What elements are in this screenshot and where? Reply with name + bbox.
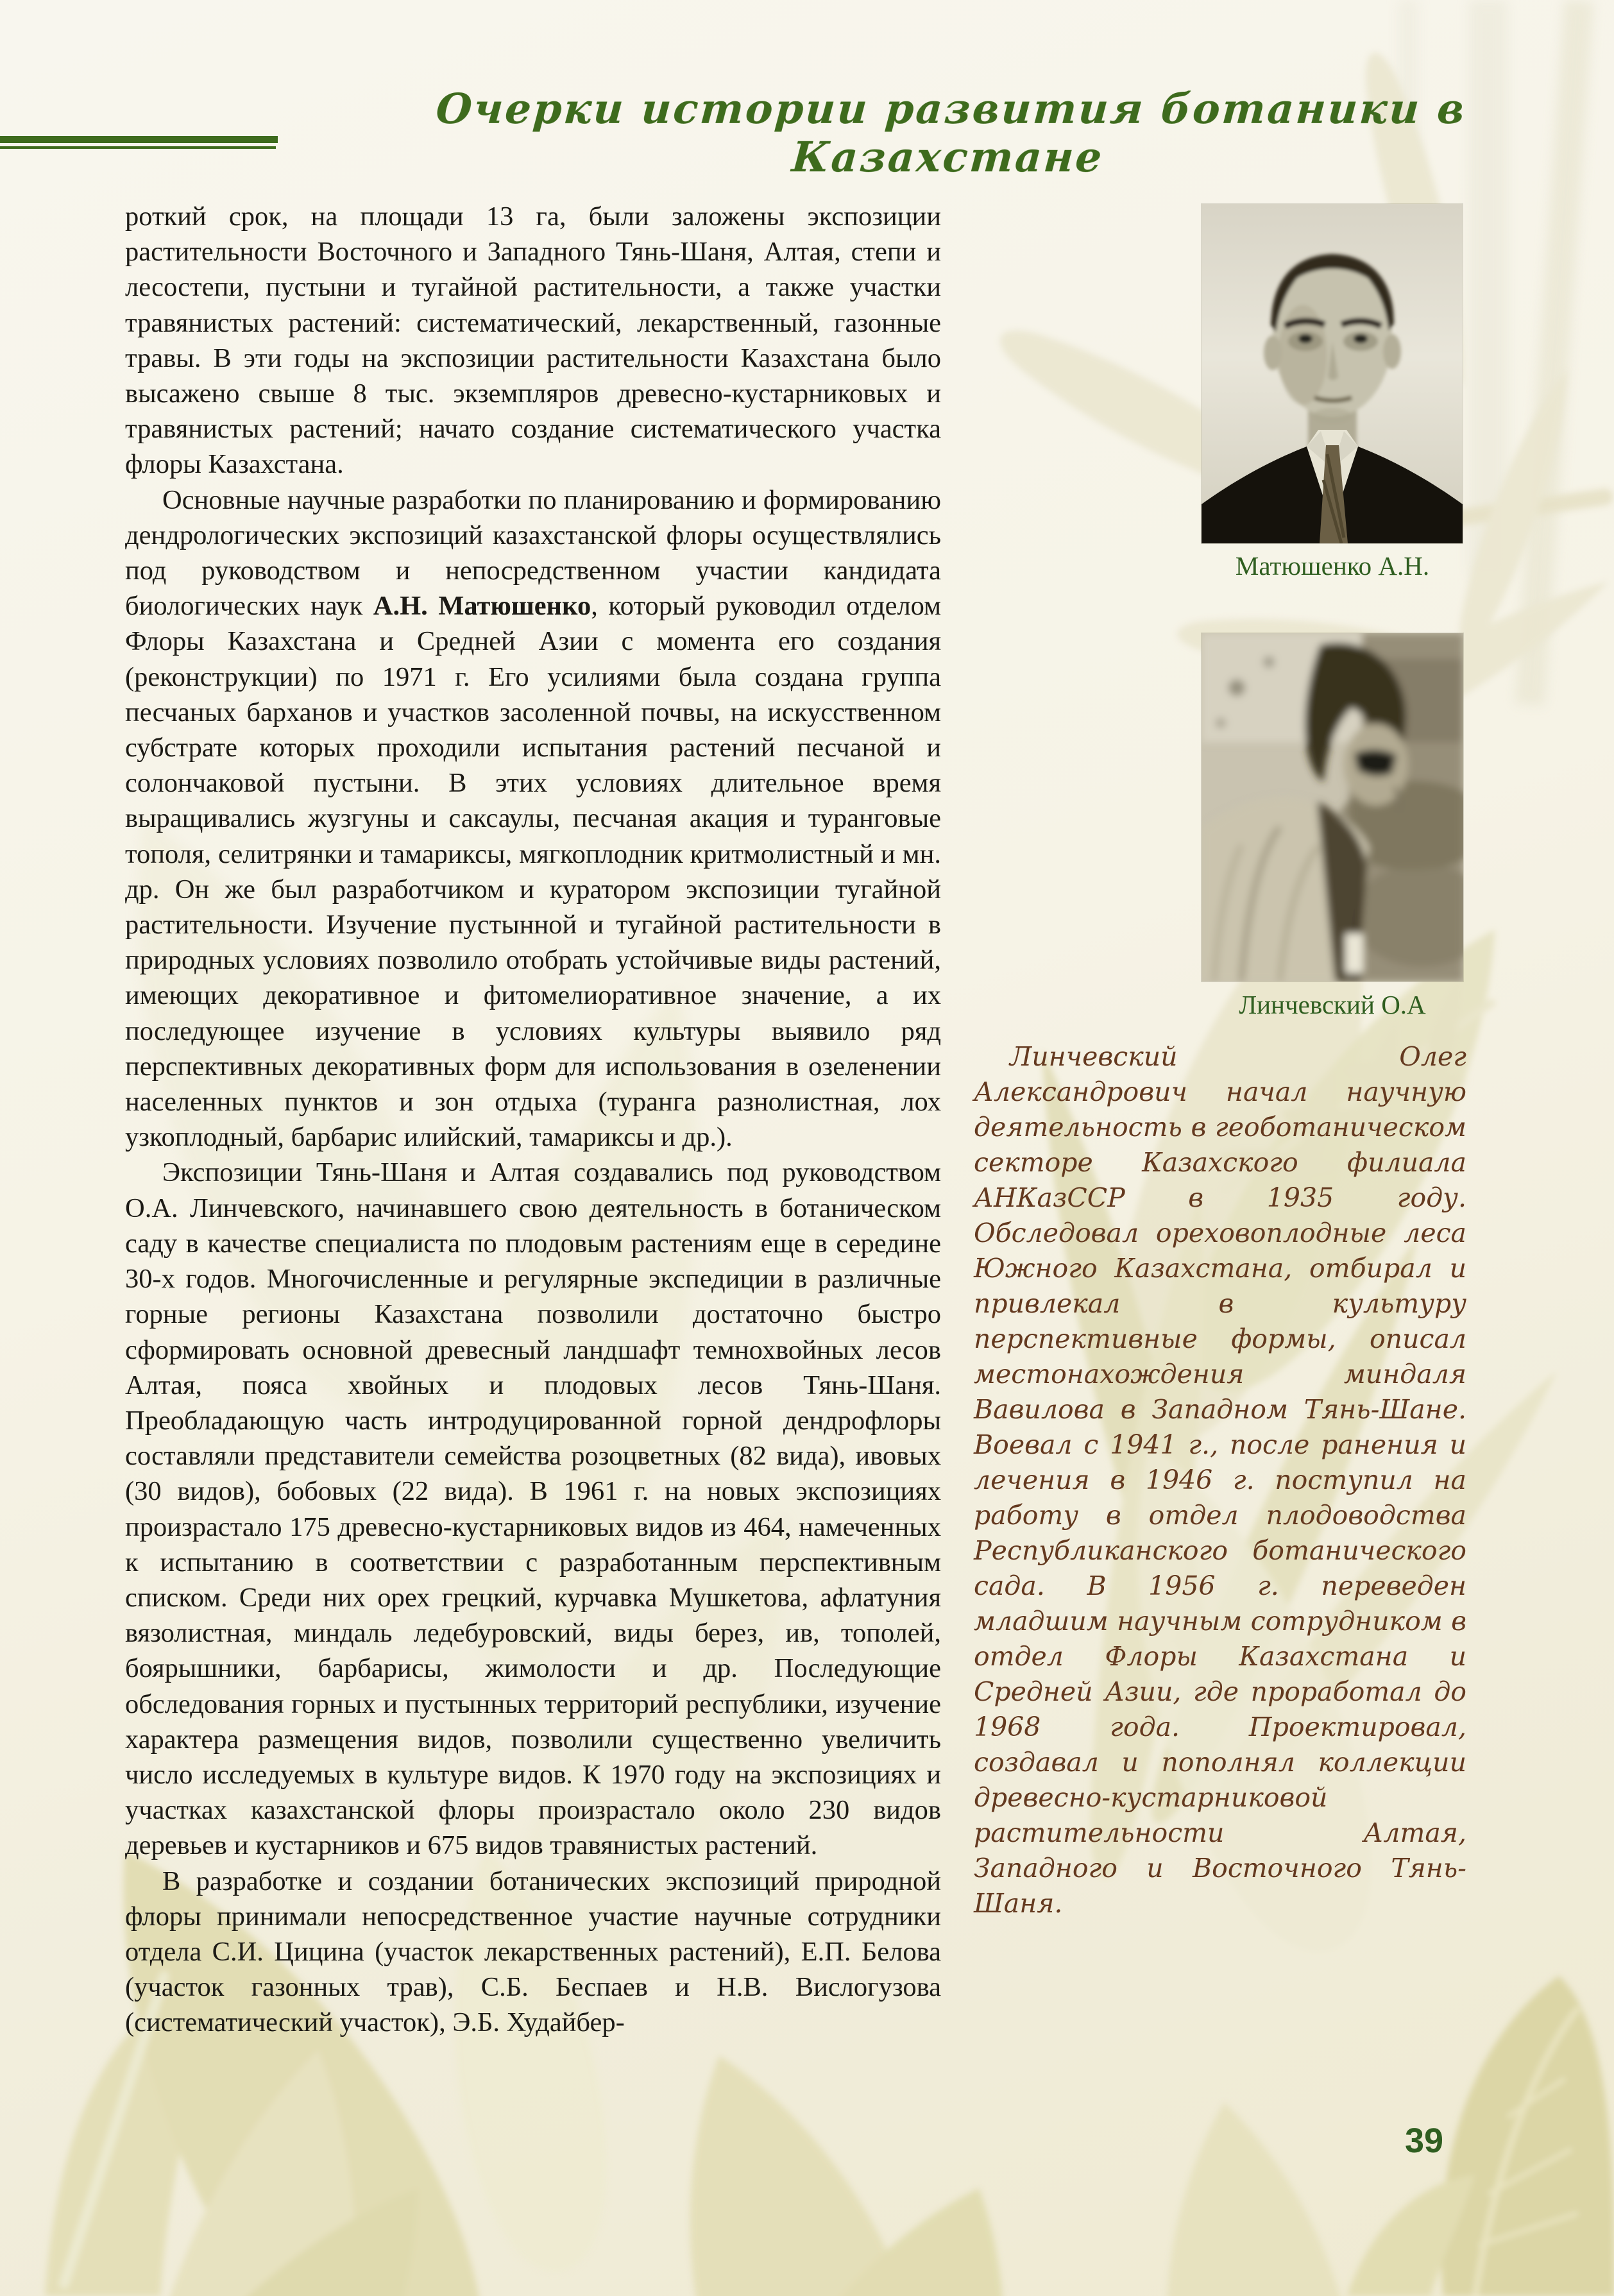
photo-matyushenko-image xyxy=(1202,204,1463,543)
photo-caption-linchevsky: Линчевский О.А xyxy=(1239,990,1426,1019)
article-text-column xyxy=(125,199,941,2041)
paragraph-2-text-before: Основные научные разработки по планированию и формированию дендрологических экспозиций казахстанской флоры осуществлялись под руководством и непосредственном участии кандидата биологических наук xyxy=(125,484,941,622)
paragraph-2-text-after: , который руководил отделом Флоры Казахстана и Средней Азии с момента его создания (реконструкции) по 1971 г. Его усилиями была создана группа песчаных барханов и участков засоленной почвы, на искусственном субстрате которых проходили испытания растений песчаной и солончаковой пустыни. В этих условиях длительное время выращивались жузгуны и саксаулы, песчаная акация и туранговые тополя, селитрянки и тамариксы, мягкоплодник критмолистный и мн. др. Он же был разработчиком и куратором экспозиции тугайной растительности. Изучение пустынной и тугайной растительности в природных условиях позволило отобрать устойчивые виды растений, имеющих декоративное и фитомелиоративное значение, а их последующее изучение в условиях культуры выявило ряд перспективных декоративных форм для использования в озеленении населенных пунктов и зон отдыха (туранга разнолистная, лох узкоплодный, барбарис илийский, тамариксы и др.). xyxy=(125,591,941,1153)
photo-matyushenko xyxy=(1202,204,1463,543)
header-rule-thin xyxy=(0,146,276,149)
paragraph-2 xyxy=(125,482,941,1155)
paragraph-1: роткий срок, на площади 13 га, были заложены экспозиции растительности Восточного и Западного Тянь-Шаня, Алтая, степи и лесостепи, пустыни и тугайной растительности, а также участки травянистых растений: систематический, лекарственный, газонные травы. В эти годы на экспозиции растительности Казахстана было высажено свыше 8 тыс. экземпляров древесно-кустарниковых и травянистых растений; начато создание систематического участка флоры Казахстана. xyxy=(125,201,941,480)
photo-linchevsky xyxy=(1202,633,1463,982)
photo-linchevsky-image xyxy=(1202,633,1463,982)
paragraph-3: Экспозиции Тянь-Шаня и Алтая создавались под руководством О.А. Линчевского, начинавшего свою деятельность в ботаническом саду в качестве специалиста по плодовым растениям еще в середине 30-х годов. Многочисленные и регулярные экспедиции в различные горные регионы Казахстана позволили достаточно быстро сформировать основной древесный ландшафт темнохвойных лесов Алтая, пояса хвойных и плодовых лесов Тянь-Шаня. Преобладающую часть интродуцированной горной дендрофлоры составляли представители семейства розоцветных (82 вида), ивовых (30 видов), бобовых (22 вида). В 1961 г. на новых экспозициях произрастало 175 древесно-кустарниковых видов из 464, намеченных к испытанию в соответствии с разработанным перспективным списком. Среди них орех грецкий, курчавка Мушкетова, афлатуния вязолистная, миндаль ледебуровский, виды берез, ив, тополей, боярышники, барбарисы, жимолости и др. Последующие обследования горных и пустынных территорий республики, изучение характера размещения видов, позволили существенно увеличить число исследуемых в культуре видов. К 1970 году на экспозициях и участках казахстанской флоры произрастало около 230 видов деревьев и кустарников и 675 видов травянистых растений. xyxy=(125,1157,941,1861)
page-header-title: Очерки истории развития ботаники в Казахстане xyxy=(434,85,1468,182)
page-number: 39 xyxy=(1404,2122,1444,2160)
header-rule-thick xyxy=(0,136,278,143)
person-name-matyushenko-bold: А.Н. Матюшенко xyxy=(373,591,591,622)
paragraph-4: В разработке и создании ботанических экспозиций природной флоры принимали непосредственное участие научные сотрудники отдела С.И. Цицина (участок лекарственных растений), Е.П. Белова (участок газонных трав), С.Б. Беспаев и Н.В. Вислогузова (систематический участок), Э.Б. Худайбер- xyxy=(125,1866,941,2038)
photo-caption-matyushenko: Матюшенко А.Н. xyxy=(1235,551,1430,581)
biography-sidebar-text: Линчевский Олег Александрович начал научную деятельность в геоботаническом секторе Казахского филиала АНКазССР в 1935 году. Обследовал ореховоплодные леса Южного Казахстана, отбирал и привлекал в культуру перспективные формы, описал местонахождения миндаля Вавилова в Западном Тянь-Шане. Воевал с 1941 г., после ранения и лечения в 1946 г. поступил на работу в отдел плодоводства Республиканского ботанического сада. В 1956 г. переведен младшим научным сотрудником в отдел Флоры Казахстана и Средней Азии, где проработал до 1968 года. Проектировал, создавал и пополнял коллекции древесно-кустарниковой растительности Алтая, Западного и Восточного Тянь-Шаня. xyxy=(974,1041,1466,1919)
